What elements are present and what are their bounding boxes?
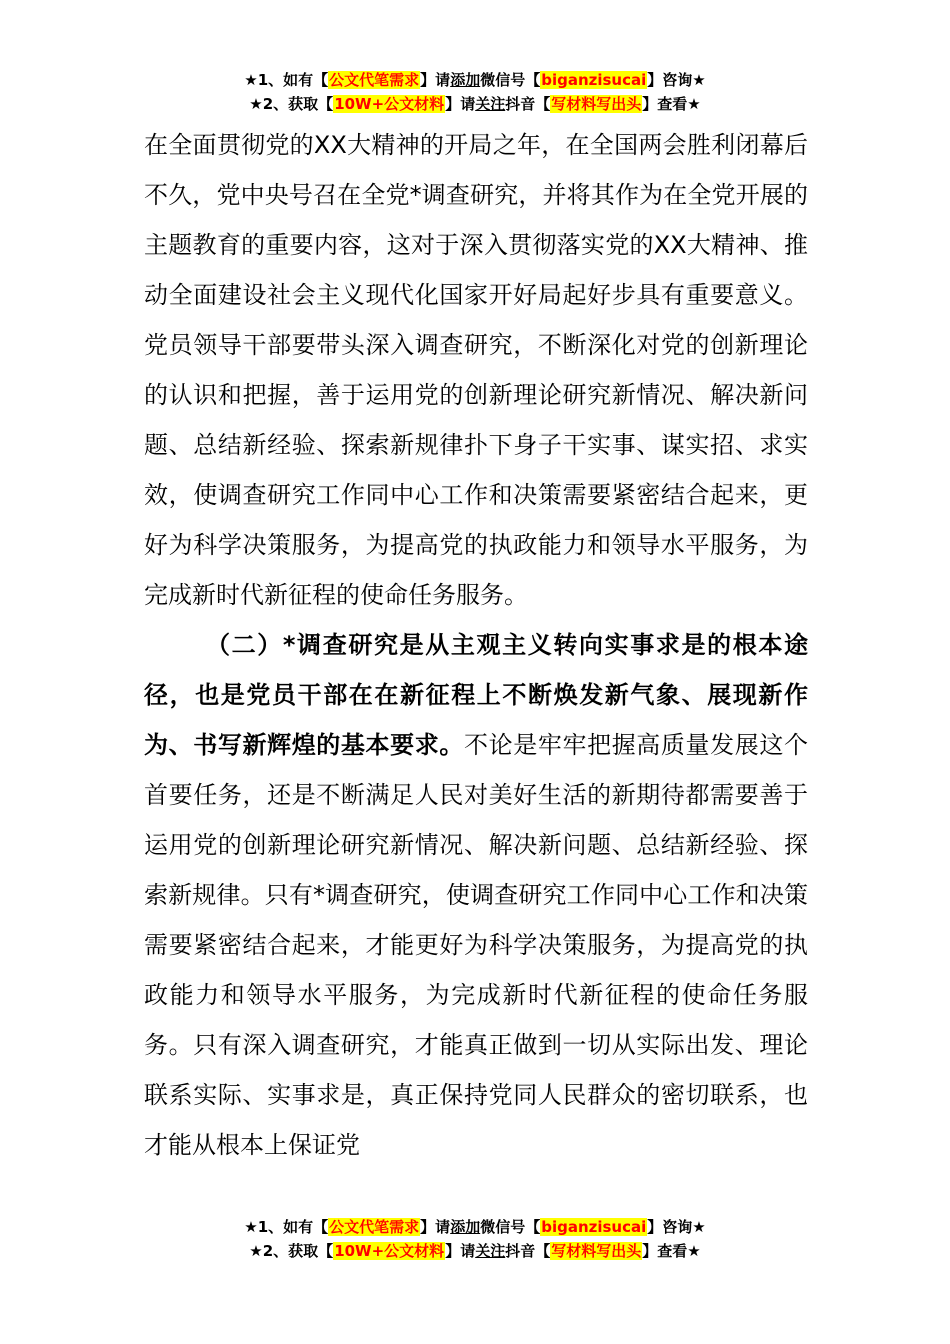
banner-line-2-mid2: 抖音【: [505, 95, 551, 113]
banner-line-1-highlight-wechat: biganzisucai: [541, 71, 647, 89]
footer-line-1-prefix: ★1、如有【: [244, 1218, 329, 1236]
footer-line-2-highlight-materials: 10W+公文材料: [334, 1242, 445, 1260]
banner-line-1-prefix: ★1、如有【: [244, 71, 329, 89]
footer-line-2-highlight-douyin: 写材料写出头: [551, 1242, 642, 1260]
footer-banner-line-2: [0, 1239, 950, 1263]
footer-line-1-mid: 】请: [420, 1218, 451, 1236]
banner-line-1-underline: 添加: [450, 71, 481, 89]
footer-line-2-underline: 关注: [475, 1242, 506, 1260]
footer-line-2-suffix: 】查看★: [642, 1242, 701, 1260]
footer-line-1-suffix: 】咨询★: [647, 1218, 706, 1236]
banner-line-2-mid: 】请: [445, 95, 476, 113]
body-paragraph-2-text: 不论是牢牢把握高质量发展这个首要任务，还是不断满足人民对美好生活的新期待都需要善于运用党的创新理论研究新情况、解决新问题、总结新经验、探索新规律。只有*调查研究，使调查研究工作同中心工作和决策需要紧密结合起来，才能更好为科学决策服务，为提高党的执政能力和领导水平服务，为完成新时代新征程的使命任务服务。只有深入调查研究，才能真正做到一切从实际出发、理论联系实际、实事求是，真正保持党同人民群众的密切联系，也才能从根本上保证党: [144, 731, 808, 1159]
document-body: [144, 120, 808, 1170]
banner-line-1-mid2: 微信号【: [480, 71, 541, 89]
body-paragraph-1: 在全面贯彻党的XX大精神的开局之年，在全国两会胜利闭幕后不久，党中央号召在全党*调查研究，并将其作为在全党开展的主题教育的重要内容，这对于深入贯彻落实党的XX大精神、推动全面建设社会主义现代化国家开好局起好步具有重要意义。党员领导干部要带头深入调查研究，不断深化对党的创新理论的认识和把握，善于运用党的创新理论研究新情况、解决新问题、总结新经验、探索新规律扑下身子干实事、谋实招、求实效，使调查研究工作同中心工作和决策需要紧密结合起来，更好为科学决策服务，为提高党的执政能力和领导水平服务，为完成新时代新征程的使命任务服务。: [144, 131, 808, 609]
section-heading-2: （二）*调查研究是从主观主义转向实事求是的根本途径，也是党员干部在在新征程上不断焕发新气象、展现新作为、书写新辉煌的基本要求。: [144, 631, 808, 759]
footer-line-2-mid: 】请: [445, 1242, 476, 1260]
banner-line-1-highlight-service: 公文代笔需求: [329, 71, 420, 89]
footer-banner-line-1: [0, 1215, 950, 1239]
footer-line-2-prefix: ★2、获取【: [249, 1242, 334, 1260]
banner-line-2-highlight-materials: 10W+公文材料: [334, 95, 445, 113]
footer-line-1-highlight-wechat: biganzisucai: [541, 1218, 647, 1236]
footer-line-1-highlight-service: 公文代笔需求: [329, 1218, 420, 1236]
banner-line-2-suffix: 】查看★: [642, 95, 701, 113]
banner-line-2-prefix: ★2、获取【: [249, 95, 334, 113]
footer-line-1-underline: 添加: [450, 1218, 481, 1236]
footer-line-2-mid2: 抖音【: [505, 1242, 551, 1260]
banner-line-1-suffix: 】咨询★: [647, 71, 706, 89]
banner-line-2-highlight-douyin: 写材料写出头: [551, 95, 642, 113]
banner-line-2-underline: 关注: [475, 95, 506, 113]
banner-line-2: [0, 92, 950, 116]
footer-line-1-mid2: 微信号【: [480, 1218, 541, 1236]
banner-line-1-mid: 】请: [420, 71, 451, 89]
footer-banner: [0, 1215, 950, 1263]
banner-line-1: [0, 68, 950, 92]
header-banner: [0, 68, 950, 116]
body-paragraph-2: [144, 620, 808, 1170]
